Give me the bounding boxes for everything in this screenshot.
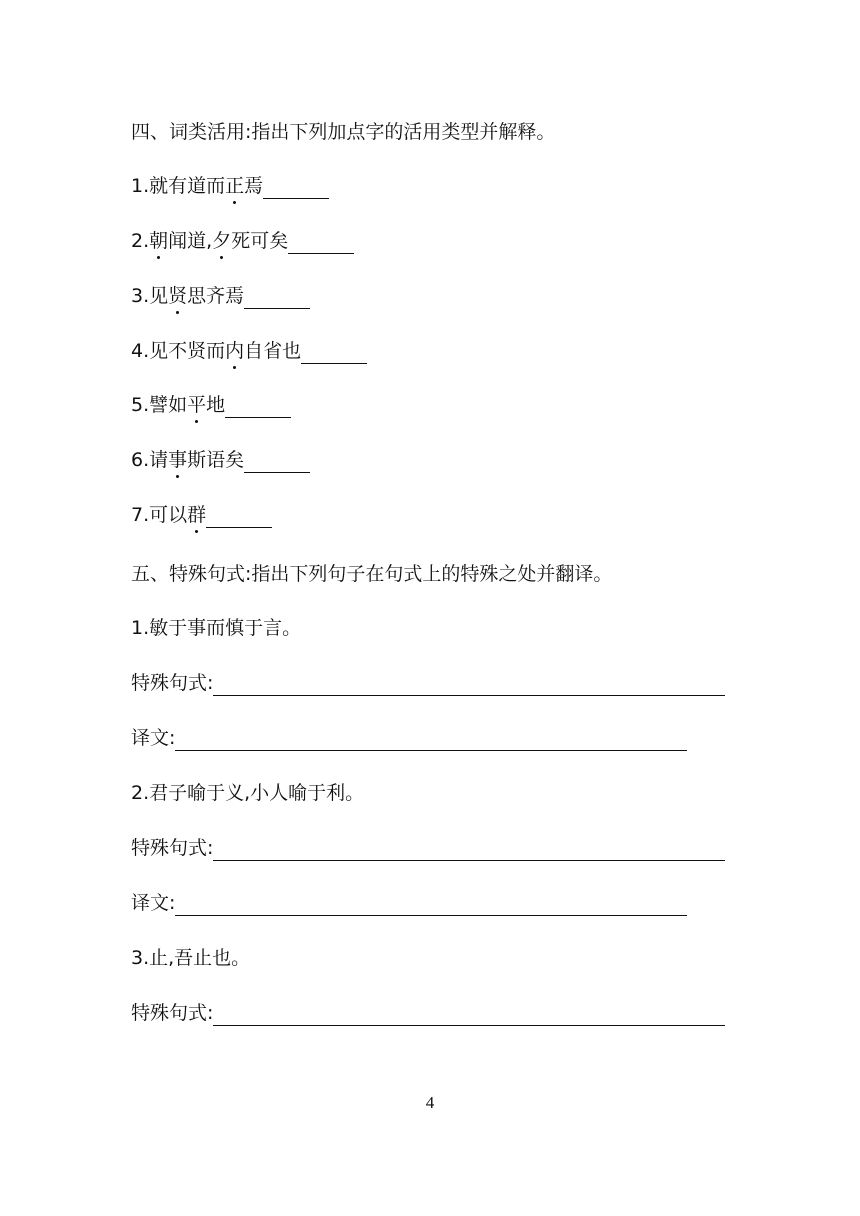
answer-blank[interactable] [244,288,310,309]
section5-heading: 五、特殊句式:指出下列句子在句式上的特殊之处并翻译。 [131,563,613,585]
question-1: 1.敏于事而慎于言。 [131,617,302,639]
pattern-line-3 [131,1000,725,1026]
dotted-char: 内 [225,340,245,362]
answer-blank[interactable] [244,452,310,473]
item-text: 6.请 [131,449,169,471]
section4-heading: 四、词类活用:指出下列加点字的活用类型并解释。 [131,121,556,143]
answer-blank[interactable] [263,178,329,199]
dotted-char: 事 [168,449,188,471]
translation-line-1 [131,725,687,751]
pattern-blank[interactable] [213,840,725,861]
item-text: 2. [131,230,150,252]
item-text: 自省也 [244,340,302,362]
item-text: 焉 [244,175,264,197]
item-text: 地 [206,394,226,416]
dotted-char: 正 [225,175,245,197]
item-5 [131,392,291,418]
item-2 [131,228,354,254]
item-text: 4.见不贤而 [131,340,226,362]
page-number: 4 [425,1093,435,1112]
item-text: 7.可以 [131,504,188,526]
translation-label: 译文: [131,727,176,749]
item-6 [131,447,310,473]
item-text: 5.譬如 [131,394,188,416]
answer-blank[interactable] [288,233,354,254]
answer-blank[interactable] [301,343,367,364]
pattern-blank[interactable] [213,1005,725,1026]
dotted-char: 贤 [168,285,188,307]
dotted-char: 群 [187,504,207,526]
item-text: 1.就有道而 [131,175,226,197]
item-3 [131,283,310,309]
translation-label: 译文: [131,892,176,914]
item-7 [131,502,272,528]
answer-blank[interactable] [206,507,272,528]
item-text: 思齐焉 [187,285,245,307]
translation-blank[interactable] [175,895,687,916]
pattern-label: 特殊句式: [131,672,214,694]
question-2: 2.君子喻于义,小人喻于利。 [131,782,365,804]
pattern-label: 特殊句式: [131,837,214,859]
pattern-label: 特殊句式: [131,1002,214,1024]
dotted-char: 平 [187,394,207,416]
dotted-char: 朝 [149,230,169,252]
translation-blank[interactable] [175,730,687,751]
question-3: 3.止,吾止也。 [131,947,251,969]
answer-blank[interactable] [225,397,291,418]
pattern-line-1 [131,670,725,696]
item-1 [131,173,329,199]
dotted-char: 夕 [212,230,232,252]
pattern-line-2 [131,835,725,861]
item-text: 3.见 [131,285,169,307]
pattern-blank[interactable] [213,675,725,696]
item-text: 斯语矣 [187,449,245,471]
item-text: 闻道, [168,230,213,252]
translation-line-2 [131,890,687,916]
item-4 [131,338,367,364]
item-text: 死可矣 [231,230,289,252]
